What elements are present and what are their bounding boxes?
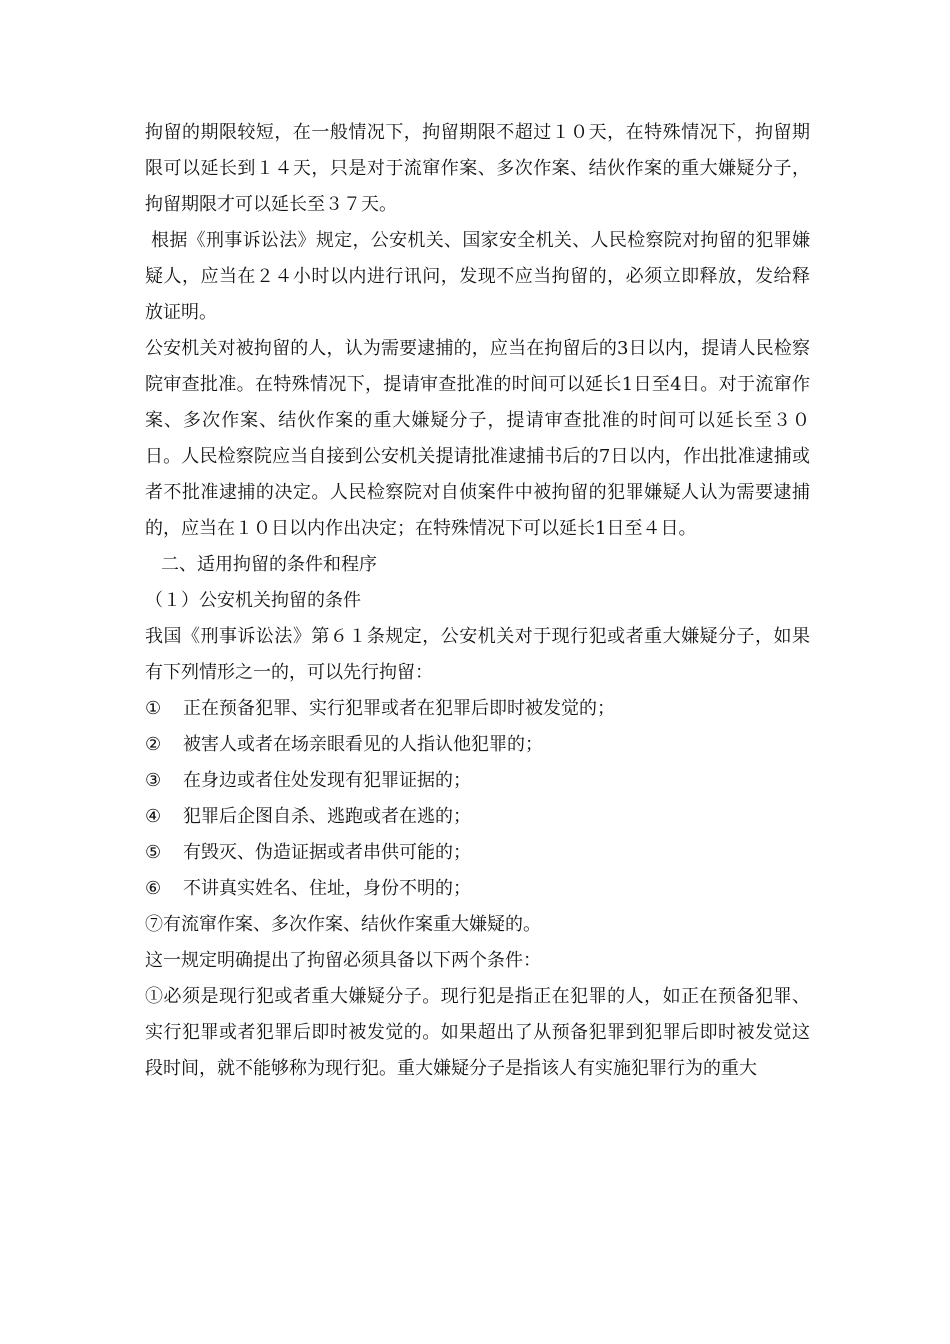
condition-list-item-7: ⑦有流窜作案、多次作案、结伙作案重大嫌疑的。: [145, 914, 541, 935]
paragraph-two-conditions: 这一规定明确提出了拘留必须具备以下两个条件：: [145, 950, 541, 971]
list-marker: ⑥: [145, 878, 162, 899]
list-item-text: 有毁灭、伪造证据或者串供可能的；: [183, 842, 471, 863]
paragraph-arrest-approval: 公安机关对被拘留的人，认为需要逮捕的，应当在拘留后的3日以内，提请人民检察院审查批准。在特殊情况下，提请审查批准的时间可以延长1日至4日。对于流窜作案、多次作案、结伙作案的重大嫌疑分子，提请审查批准的时间可以延长至３０日。人民检察院应当自接到公安机关提请批准逮捕书后的7日以内，作出批准逮捕或者不批准逮捕的决定。人民检察院对自侦案件中被拘留的犯罪嫌疑人认为需要逮捕的，应当在１０日以内作出决定；在特殊情况下可以延长1日至４日。: [145, 338, 810, 539]
list-marker: ③: [145, 770, 162, 791]
condition-list-item-2: [145, 727, 810, 763]
paragraph-current-offender-definition: ①必须是现行犯或者重大嫌疑分子。现行犯是指正在犯罪的人，如正在预备犯罪、实行犯罪或者犯罪后即时被发觉的。如果超出了从预备犯罪到犯罪后即时被发觉这段时间，就不能够称为现行犯。重大嫌疑分子是指该人有实施犯罪行为的重大: [145, 986, 810, 1079]
condition-list-item-6: [145, 871, 810, 907]
section-heading-conditions-procedure: 二、适用拘留的条件和程序: [161, 554, 377, 575]
condition-list-item-5: [145, 835, 810, 871]
paragraph-detention-period: 拘留的期限较短，在一般情况下，拘留期限不超过１０天，在特殊情况下，拘留期限可以延长到１４天，只是对于流窜作案、多次作案、结伙作案的重大嫌疑分子，拘留期限才可以延长至３７天。: [145, 122, 810, 215]
list-marker: ④: [145, 806, 162, 827]
list-marker: ⑤: [145, 842, 162, 863]
list-marker: ①: [145, 698, 162, 719]
list-item-text: 在身边或者住处发现有犯罪证据的；: [183, 770, 471, 791]
list-item-text: 不讲真实姓名、住址，身份不明的；: [183, 878, 471, 899]
subheading-police-detention-conditions: （１）公安机关拘留的条件: [145, 590, 361, 611]
list-marker: ②: [145, 734, 162, 755]
list-item-text: 被害人或者在场亲眼看见的人指认他犯罪的；: [183, 734, 543, 755]
condition-list-item-1: [145, 691, 810, 727]
paragraph-criminal-procedure-article: 我国《刑事诉讼法》第６１条规定，公安机关对于现行犯或者重大嫌疑分子，如果有下列情形之一的，可以先行拘留：: [145, 626, 810, 683]
condition-list-item-4: [145, 799, 810, 835]
list-item-text: 犯罪后企图自杀、逃跑或者在逃的；: [183, 806, 471, 827]
document-body: [145, 115, 810, 1087]
list-item-text: 正在预备犯罪、实行犯罪或者在犯罪后即时被发觉的；: [183, 698, 615, 719]
paragraph-interrogation-rule: 根据《刑事诉讼法》规定，公安机关、国家安全机关、人民检察院对拘留的犯罪嫌疑人，应当在２４小时以内进行讯问，发现不应当拘留的，必须立即释放，发给释放证明。: [145, 230, 810, 323]
condition-list-item-3: [145, 763, 810, 799]
